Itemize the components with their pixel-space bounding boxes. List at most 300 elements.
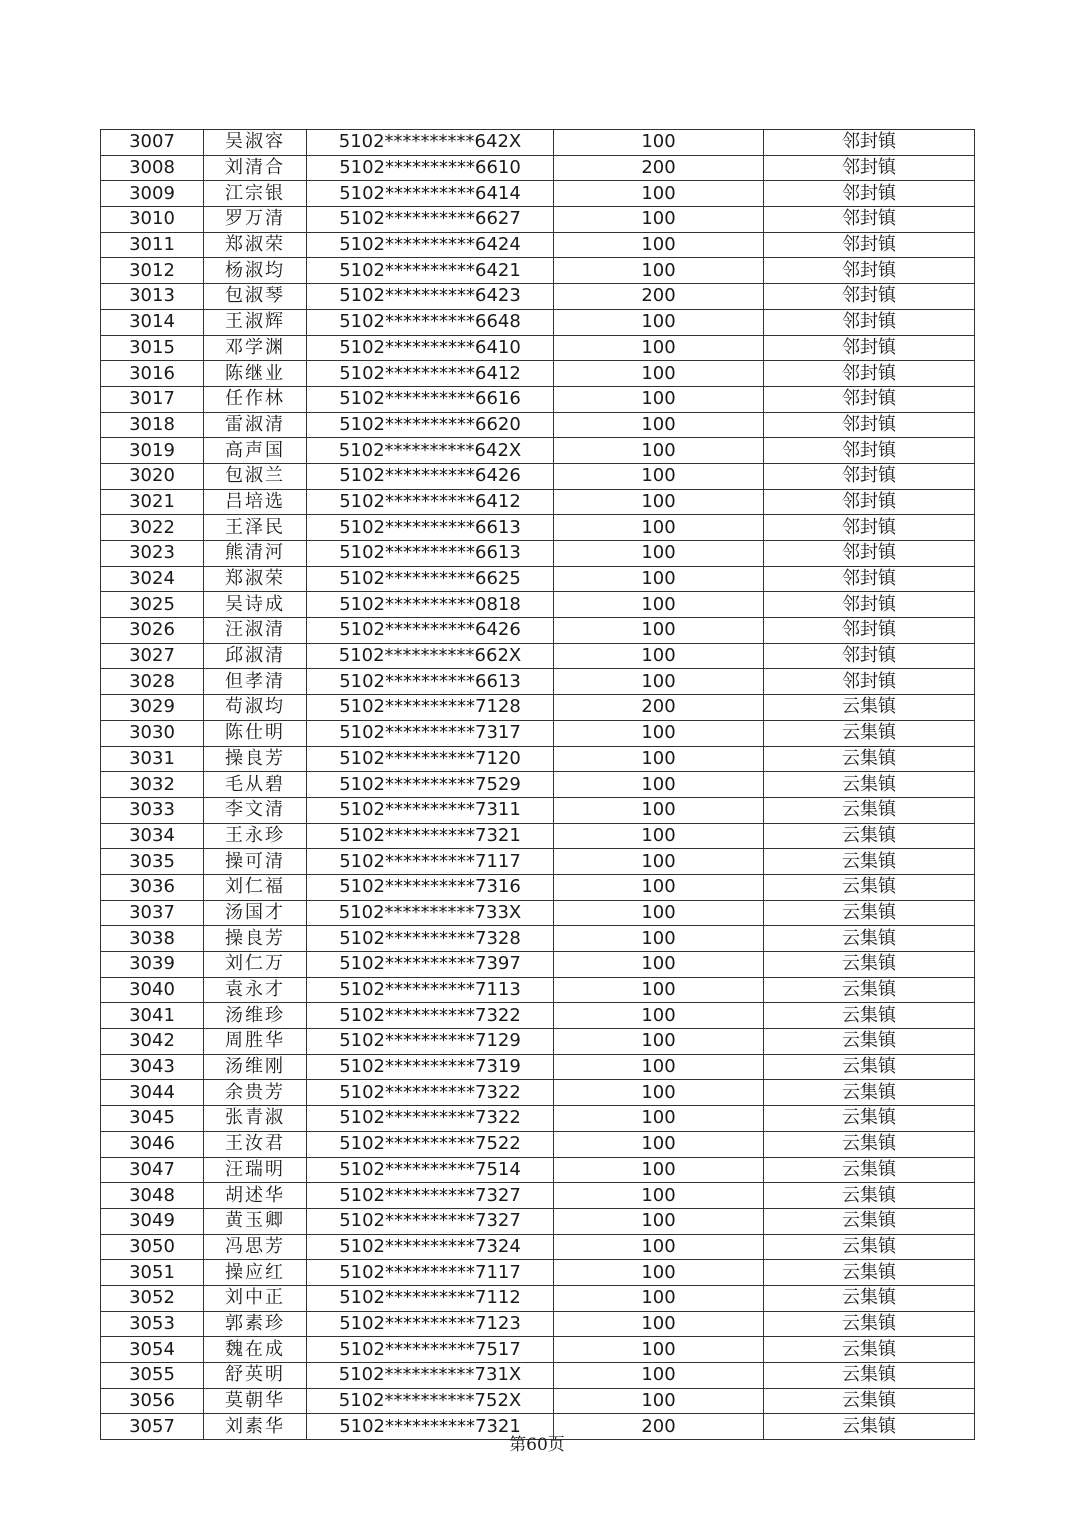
name-cell: 杨淑均 — [204, 258, 307, 284]
name-cell: 操应红 — [204, 1260, 307, 1286]
table-row — [101, 361, 975, 387]
name-cell: 毛从碧 — [204, 772, 307, 798]
row-index-cell: 3046 — [101, 1131, 204, 1157]
id-number-cell: 5102**********7120 — [307, 746, 554, 772]
town-cell: 云集镇 — [764, 695, 975, 721]
id-number-cell: 5102**********6421 — [307, 258, 554, 284]
name-cell: 汪瑞明 — [204, 1157, 307, 1183]
table-row — [101, 1183, 975, 1209]
table-row — [101, 566, 975, 592]
amount-cell: 100 — [554, 1311, 764, 1337]
id-number-cell: 5102**********7316 — [307, 874, 554, 900]
row-index-cell: 3034 — [101, 823, 204, 849]
amount-cell: 100 — [554, 1183, 764, 1209]
id-number-cell: 5102**********752X — [307, 1388, 554, 1414]
row-index-cell: 3044 — [101, 1080, 204, 1106]
table-row — [101, 1311, 975, 1337]
table-row — [101, 284, 975, 310]
row-index-cell: 3052 — [101, 1285, 204, 1311]
amount-cell: 100 — [554, 746, 764, 772]
table-row — [101, 1029, 975, 1055]
table-row — [101, 952, 975, 978]
town-cell: 云集镇 — [764, 1054, 975, 1080]
row-index-cell: 3009 — [101, 181, 204, 207]
town-cell: 云集镇 — [764, 1029, 975, 1055]
table-row — [101, 977, 975, 1003]
row-index-cell: 3040 — [101, 977, 204, 1003]
row-index-cell: 3026 — [101, 618, 204, 644]
row-index-cell: 3015 — [101, 335, 204, 361]
name-cell: 周胜华 — [204, 1029, 307, 1055]
row-index-cell: 3032 — [101, 772, 204, 798]
id-number-cell: 5102**********7123 — [307, 1311, 554, 1337]
id-number-cell: 5102**********6613 — [307, 669, 554, 695]
row-index-cell: 3047 — [101, 1157, 204, 1183]
name-cell: 包淑琴 — [204, 284, 307, 310]
row-index-cell: 3050 — [101, 1234, 204, 1260]
town-cell: 邻封镇 — [764, 361, 975, 387]
table-row — [101, 1054, 975, 1080]
name-cell: 汤维刚 — [204, 1054, 307, 1080]
name-cell: 吴诗成 — [204, 592, 307, 618]
amount-cell: 100 — [554, 1131, 764, 1157]
name-cell: 任作林 — [204, 386, 307, 412]
id-number-cell: 5102**********7514 — [307, 1157, 554, 1183]
amount-cell: 100 — [554, 849, 764, 875]
table-row — [101, 849, 975, 875]
table-row — [101, 1363, 975, 1389]
amount-cell: 100 — [554, 1106, 764, 1132]
amount-cell: 100 — [554, 130, 764, 156]
amount-cell: 100 — [554, 1388, 764, 1414]
amount-cell: 100 — [554, 643, 764, 669]
id-number-cell: 5102**********7322 — [307, 1003, 554, 1029]
name-cell: 黄玉卿 — [204, 1208, 307, 1234]
id-number-cell: 5102**********6613 — [307, 515, 554, 541]
table-row — [101, 258, 975, 284]
table-row — [101, 695, 975, 721]
name-cell: 汤国才 — [204, 900, 307, 926]
name-cell: 冯思芳 — [204, 1234, 307, 1260]
table-row — [101, 1260, 975, 1286]
town-cell: 云集镇 — [764, 1234, 975, 1260]
name-cell: 陈仕明 — [204, 720, 307, 746]
id-number-cell: 5102**********6412 — [307, 361, 554, 387]
id-number-cell: 5102**********731X — [307, 1363, 554, 1389]
name-cell: 刘素华 — [204, 1414, 307, 1440]
amount-cell: 100 — [554, 797, 764, 823]
town-cell: 云集镇 — [764, 746, 975, 772]
name-cell: 雷淑清 — [204, 412, 307, 438]
table-body — [101, 130, 975, 1440]
id-number-cell: 5102**********733X — [307, 900, 554, 926]
id-number-cell: 5102**********7529 — [307, 772, 554, 798]
row-index-cell: 3025 — [101, 592, 204, 618]
row-index-cell: 3010 — [101, 207, 204, 233]
table-row — [101, 926, 975, 952]
name-cell: 操可清 — [204, 849, 307, 875]
table-row — [101, 1208, 975, 1234]
table-row — [101, 797, 975, 823]
row-index-cell: 3008 — [101, 155, 204, 181]
amount-cell: 100 — [554, 669, 764, 695]
row-index-cell: 3035 — [101, 849, 204, 875]
table-row — [101, 181, 975, 207]
amount-cell: 100 — [554, 566, 764, 592]
name-cell: 但孝清 — [204, 669, 307, 695]
amount-cell: 100 — [554, 181, 764, 207]
name-cell: 王淑辉 — [204, 309, 307, 335]
amount-cell: 100 — [554, 438, 764, 464]
town-cell: 邻封镇 — [764, 643, 975, 669]
id-number-cell: 5102**********7317 — [307, 720, 554, 746]
table-row — [101, 1157, 975, 1183]
town-cell: 云集镇 — [764, 1363, 975, 1389]
id-number-cell: 5102**********6610 — [307, 155, 554, 181]
amount-cell: 100 — [554, 207, 764, 233]
id-number-cell: 5102**********6424 — [307, 232, 554, 258]
name-cell: 王汝君 — [204, 1131, 307, 1157]
amount-cell: 100 — [554, 1029, 764, 1055]
amount-cell: 200 — [554, 284, 764, 310]
name-cell: 操良芳 — [204, 746, 307, 772]
row-index-cell: 3045 — [101, 1106, 204, 1132]
amount-cell: 100 — [554, 515, 764, 541]
amount-cell: 100 — [554, 1363, 764, 1389]
town-cell: 云集镇 — [764, 1208, 975, 1234]
id-number-cell: 5102**********7328 — [307, 926, 554, 952]
name-cell: 刘仁万 — [204, 952, 307, 978]
table-row — [101, 1131, 975, 1157]
town-cell: 云集镇 — [764, 1157, 975, 1183]
amount-cell: 200 — [554, 695, 764, 721]
town-cell: 云集镇 — [764, 1106, 975, 1132]
name-cell: 高声国 — [204, 438, 307, 464]
town-cell: 邻封镇 — [764, 155, 975, 181]
row-index-cell: 3043 — [101, 1054, 204, 1080]
id-number-cell: 5102**********6423 — [307, 284, 554, 310]
amount-cell: 100 — [554, 1208, 764, 1234]
town-cell: 云集镇 — [764, 1337, 975, 1363]
name-cell: 莫朝华 — [204, 1388, 307, 1414]
town-cell: 邻封镇 — [764, 207, 975, 233]
town-cell: 邻封镇 — [764, 489, 975, 515]
amount-cell: 100 — [554, 258, 764, 284]
town-cell: 云集镇 — [764, 849, 975, 875]
id-number-cell: 5102**********7517 — [307, 1337, 554, 1363]
id-number-cell: 5102**********6620 — [307, 412, 554, 438]
amount-cell: 100 — [554, 592, 764, 618]
name-cell: 吴淑容 — [204, 130, 307, 156]
table-row — [101, 463, 975, 489]
amount-cell: 100 — [554, 463, 764, 489]
town-cell: 云集镇 — [764, 1414, 975, 1440]
name-cell: 郑淑荣 — [204, 566, 307, 592]
table-row — [101, 155, 975, 181]
id-number-cell: 5102**********6627 — [307, 207, 554, 233]
town-cell: 云集镇 — [764, 1311, 975, 1337]
name-cell: 刘仁福 — [204, 874, 307, 900]
row-index-cell: 3048 — [101, 1183, 204, 1209]
name-cell: 罗万清 — [204, 207, 307, 233]
id-number-cell: 5102**********7321 — [307, 1414, 554, 1440]
name-cell: 郑淑荣 — [204, 232, 307, 258]
id-number-cell: 5102**********7322 — [307, 1080, 554, 1106]
table-row — [101, 386, 975, 412]
name-cell: 舒英明 — [204, 1363, 307, 1389]
id-number-cell: 5102**********6616 — [307, 386, 554, 412]
table-row — [101, 1337, 975, 1363]
name-cell: 郭素珍 — [204, 1311, 307, 1337]
amount-cell: 100 — [554, 1285, 764, 1311]
amount-cell: 100 — [554, 232, 764, 258]
table-row — [101, 1106, 975, 1132]
name-cell: 袁永才 — [204, 977, 307, 1003]
town-cell: 云集镇 — [764, 797, 975, 823]
town-cell: 云集镇 — [764, 952, 975, 978]
amount-cell: 100 — [554, 1260, 764, 1286]
amount-cell: 100 — [554, 823, 764, 849]
table-row — [101, 874, 975, 900]
row-index-cell: 3022 — [101, 515, 204, 541]
records-table — [100, 129, 975, 1440]
page-number: 第60页 — [509, 1435, 565, 1455]
row-index-cell: 3014 — [101, 309, 204, 335]
name-cell: 汪淑清 — [204, 618, 307, 644]
table-row — [101, 1003, 975, 1029]
amount-cell: 100 — [554, 1080, 764, 1106]
id-number-cell: 5102**********6426 — [307, 618, 554, 644]
id-number-cell: 5102**********7397 — [307, 952, 554, 978]
table-row — [101, 309, 975, 335]
amount-cell: 200 — [554, 155, 764, 181]
table-row — [101, 489, 975, 515]
town-cell: 邻封镇 — [764, 284, 975, 310]
row-index-cell: 3019 — [101, 438, 204, 464]
amount-cell: 100 — [554, 1234, 764, 1260]
row-index-cell: 3018 — [101, 412, 204, 438]
name-cell: 魏在成 — [204, 1337, 307, 1363]
town-cell: 云集镇 — [764, 900, 975, 926]
amount-cell: 100 — [554, 900, 764, 926]
row-index-cell: 3031 — [101, 746, 204, 772]
name-cell: 邓学渊 — [204, 335, 307, 361]
row-index-cell: 3056 — [101, 1388, 204, 1414]
town-cell: 邻封镇 — [764, 438, 975, 464]
amount-cell: 100 — [554, 1157, 764, 1183]
name-cell: 吕培选 — [204, 489, 307, 515]
amount-cell: 100 — [554, 309, 764, 335]
row-index-cell: 3013 — [101, 284, 204, 310]
id-number-cell: 5102**********642X — [307, 438, 554, 464]
town-cell: 云集镇 — [764, 823, 975, 849]
amount-cell: 100 — [554, 874, 764, 900]
amount-cell: 100 — [554, 618, 764, 644]
row-index-cell: 3033 — [101, 797, 204, 823]
id-number-cell: 5102**********7117 — [307, 849, 554, 875]
name-cell: 李文清 — [204, 797, 307, 823]
town-cell: 云集镇 — [764, 874, 975, 900]
town-cell: 云集镇 — [764, 1183, 975, 1209]
amount-cell: 100 — [554, 977, 764, 1003]
id-number-cell: 5102**********7321 — [307, 823, 554, 849]
id-number-cell: 5102**********6613 — [307, 541, 554, 567]
table-row — [101, 592, 975, 618]
row-index-cell: 3017 — [101, 386, 204, 412]
id-number-cell: 5102**********6410 — [307, 335, 554, 361]
id-number-cell: 5102**********6648 — [307, 309, 554, 335]
town-cell: 云集镇 — [764, 926, 975, 952]
row-index-cell: 3049 — [101, 1208, 204, 1234]
town-cell: 邻封镇 — [764, 232, 975, 258]
table-row — [101, 207, 975, 233]
table-row — [101, 900, 975, 926]
table-row — [101, 130, 975, 156]
row-index-cell: 3027 — [101, 643, 204, 669]
town-cell: 邻封镇 — [764, 412, 975, 438]
table-row — [101, 746, 975, 772]
id-number-cell: 5102**********7128 — [307, 695, 554, 721]
id-number-cell: 5102**********7311 — [307, 797, 554, 823]
amount-cell: 100 — [554, 489, 764, 515]
table-row — [101, 669, 975, 695]
id-number-cell: 5102**********7327 — [307, 1183, 554, 1209]
town-cell: 邻封镇 — [764, 515, 975, 541]
id-number-cell: 5102**********7113 — [307, 977, 554, 1003]
town-cell: 云集镇 — [764, 1131, 975, 1157]
table-row — [101, 1285, 975, 1311]
town-cell: 邻封镇 — [764, 335, 975, 361]
row-index-cell: 3041 — [101, 1003, 204, 1029]
name-cell: 汤维珍 — [204, 1003, 307, 1029]
table-row — [101, 643, 975, 669]
amount-cell: 100 — [554, 1054, 764, 1080]
town-cell: 云集镇 — [764, 1080, 975, 1106]
town-cell: 邻封镇 — [764, 130, 975, 156]
amount-cell: 100 — [554, 1003, 764, 1029]
row-index-cell: 3020 — [101, 463, 204, 489]
id-number-cell: 5102**********642X — [307, 130, 554, 156]
town-cell: 邻封镇 — [764, 309, 975, 335]
town-cell: 邻封镇 — [764, 566, 975, 592]
amount-cell: 100 — [554, 412, 764, 438]
row-index-cell: 3051 — [101, 1260, 204, 1286]
row-index-cell: 3038 — [101, 926, 204, 952]
amount-cell: 100 — [554, 926, 764, 952]
table-row — [101, 1388, 975, 1414]
row-index-cell: 3039 — [101, 952, 204, 978]
id-number-cell: 5102**********6426 — [307, 463, 554, 489]
table-row — [101, 412, 975, 438]
name-cell: 操良芳 — [204, 926, 307, 952]
name-cell: 余贵芳 — [204, 1080, 307, 1106]
table-row — [101, 1234, 975, 1260]
name-cell: 王永珍 — [204, 823, 307, 849]
amount-cell: 100 — [554, 541, 764, 567]
row-index-cell: 3042 — [101, 1029, 204, 1055]
town-cell: 云集镇 — [764, 1285, 975, 1311]
amount-cell: 100 — [554, 361, 764, 387]
id-number-cell: 5102**********0818 — [307, 592, 554, 618]
row-index-cell: 3036 — [101, 874, 204, 900]
id-number-cell: 5102**********7129 — [307, 1029, 554, 1055]
id-number-cell: 5102**********7319 — [307, 1054, 554, 1080]
id-number-cell: 5102**********7522 — [307, 1131, 554, 1157]
table-row — [101, 618, 975, 644]
name-cell: 刘中正 — [204, 1285, 307, 1311]
town-cell: 邻封镇 — [764, 181, 975, 207]
town-cell: 云集镇 — [764, 1003, 975, 1029]
amount-cell: 200 — [554, 1414, 764, 1440]
id-number-cell: 5102**********6625 — [307, 566, 554, 592]
table-row — [101, 515, 975, 541]
name-cell: 熊清河 — [204, 541, 307, 567]
amount-cell: 100 — [554, 335, 764, 361]
id-number-cell: 5102**********7117 — [307, 1260, 554, 1286]
name-cell: 江宗银 — [204, 181, 307, 207]
table-row — [101, 720, 975, 746]
town-cell: 云集镇 — [764, 772, 975, 798]
table-row — [101, 335, 975, 361]
row-index-cell: 3007 — [101, 130, 204, 156]
town-cell: 邻封镇 — [764, 592, 975, 618]
amount-cell: 100 — [554, 772, 764, 798]
town-cell: 云集镇 — [764, 1388, 975, 1414]
name-cell: 张青淑 — [204, 1106, 307, 1132]
row-index-cell: 3057 — [101, 1414, 204, 1440]
id-number-cell: 5102**********6412 — [307, 489, 554, 515]
name-cell: 王泽民 — [204, 515, 307, 541]
id-number-cell: 5102**********7322 — [307, 1106, 554, 1132]
name-cell: 陈继业 — [204, 361, 307, 387]
town-cell: 邻封镇 — [764, 541, 975, 567]
table-row — [101, 541, 975, 567]
row-index-cell: 3012 — [101, 258, 204, 284]
row-index-cell: 3053 — [101, 1311, 204, 1337]
table-row — [101, 438, 975, 464]
town-cell: 云集镇 — [764, 1260, 975, 1286]
town-cell: 云集镇 — [764, 720, 975, 746]
id-number-cell: 5102**********662X — [307, 643, 554, 669]
town-cell: 云集镇 — [764, 977, 975, 1003]
id-number-cell: 5102**********7327 — [307, 1208, 554, 1234]
row-index-cell: 3023 — [101, 541, 204, 567]
row-index-cell: 3030 — [101, 720, 204, 746]
amount-cell: 100 — [554, 952, 764, 978]
name-cell: 邱淑清 — [204, 643, 307, 669]
row-index-cell: 3055 — [101, 1363, 204, 1389]
amount-cell: 100 — [554, 386, 764, 412]
row-index-cell: 3054 — [101, 1337, 204, 1363]
amount-cell: 100 — [554, 720, 764, 746]
id-number-cell: 5102**********7324 — [307, 1234, 554, 1260]
name-cell: 胡述华 — [204, 1183, 307, 1209]
table-row — [101, 823, 975, 849]
row-index-cell: 3028 — [101, 669, 204, 695]
town-cell: 邻封镇 — [764, 386, 975, 412]
row-index-cell: 3021 — [101, 489, 204, 515]
name-cell: 包淑兰 — [204, 463, 307, 489]
table-row — [101, 232, 975, 258]
name-cell: 苟淑均 — [204, 695, 307, 721]
amount-cell: 100 — [554, 1337, 764, 1363]
row-index-cell: 3011 — [101, 232, 204, 258]
town-cell: 邻封镇 — [764, 463, 975, 489]
row-index-cell: 3029 — [101, 695, 204, 721]
name-cell: 刘清合 — [204, 155, 307, 181]
table-row — [101, 1080, 975, 1106]
id-number-cell: 5102**********7112 — [307, 1285, 554, 1311]
